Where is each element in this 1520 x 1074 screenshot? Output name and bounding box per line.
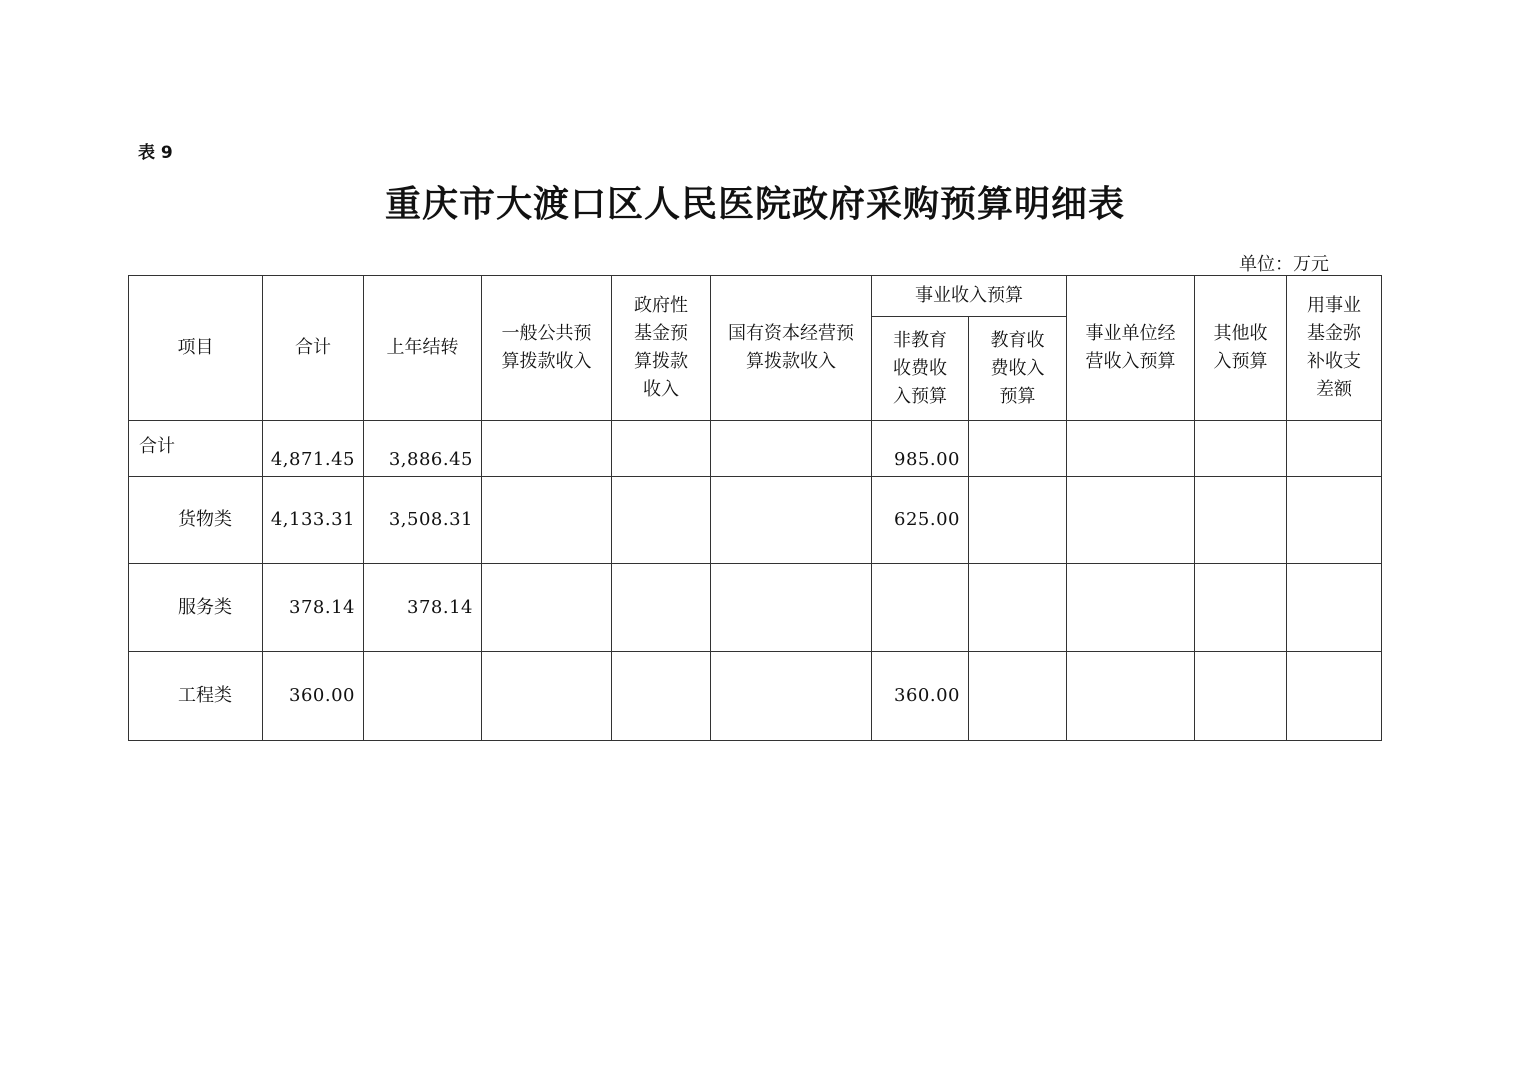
cell-general-public: [482, 652, 612, 741]
header-fund-compensation: 用事业 基金弥 补收支 差额: [1287, 276, 1382, 421]
cell-other-income: [1195, 652, 1287, 741]
table-number: 表 9: [138, 143, 173, 163]
cell-non-education: [872, 564, 969, 652]
procurement-budget-table: [128, 275, 1382, 741]
cell-fund-compensation: [1287, 564, 1382, 652]
header-education: 教育收 费收入 预算: [969, 317, 1067, 421]
page-title: 重庆市大渡口区人民医院政府采购预算明细表: [384, 184, 1125, 225]
cell-business-operation: [1067, 421, 1195, 477]
cell-gov-fund: [612, 564, 711, 652]
row-item-label: 货物类: [129, 477, 263, 564]
cell-fund-compensation: [1287, 652, 1382, 741]
row-item-label: 合计: [129, 421, 263, 477]
header-total: 合计: [263, 276, 364, 421]
cell-education: [969, 652, 1067, 741]
header-non-education: 非教育 收费收 入预算: [872, 317, 969, 421]
cell-carryover: 378.14: [364, 564, 482, 652]
header-carryover: 上年结转: [364, 276, 482, 421]
cell-carryover: 3,886.45: [364, 421, 482, 477]
header-state-capital: 国有资本经营预 算拨款收入: [711, 276, 872, 421]
cell-state-capital: [711, 477, 872, 564]
cell-business-operation: [1067, 477, 1195, 564]
header-other-income: 其他收 入预算: [1195, 276, 1287, 421]
unit-label: 单位：万元: [1239, 254, 1329, 275]
cell-total: 378.14: [263, 564, 364, 652]
cell-non-education: 985.00: [872, 421, 969, 477]
cell-general-public: [482, 564, 612, 652]
cell-non-education: 625.00: [872, 477, 969, 564]
cell-business-operation: [1067, 652, 1195, 741]
table-row-total: [129, 421, 1382, 477]
cell-gov-fund: [612, 477, 711, 564]
cell-gov-fund: [612, 421, 711, 477]
cell-carryover: [364, 652, 482, 741]
header-item: 项目: [129, 276, 263, 421]
cell-education: [969, 421, 1067, 477]
header-gov-fund: 政府性 基金预 算拨款 收入: [612, 276, 711, 421]
row-item-label: 服务类: [129, 564, 263, 652]
header-row-1: [129, 276, 1382, 317]
cell-general-public: [482, 477, 612, 564]
cell-carryover: 3,508.31: [364, 477, 482, 564]
header-general-public: 一般公共预 算拨款收入: [482, 276, 612, 421]
row-item-label: 工程类: [129, 652, 263, 741]
cell-gov-fund: [612, 652, 711, 741]
cell-state-capital: [711, 652, 872, 741]
cell-education: [969, 477, 1067, 564]
cell-total: 360.00: [263, 652, 364, 741]
cell-other-income: [1195, 477, 1287, 564]
table-row-goods: [129, 477, 1382, 564]
cell-other-income: [1195, 421, 1287, 477]
cell-state-capital: [711, 564, 872, 652]
cell-non-education: 360.00: [872, 652, 969, 741]
table-row-engineering: [129, 652, 1382, 741]
header-business-operation: 事业单位经 营收入预算: [1067, 276, 1195, 421]
cell-education: [969, 564, 1067, 652]
header-business-income-group: 事业收入预算: [872, 276, 1067, 317]
cell-other-income: [1195, 564, 1287, 652]
cell-state-capital: [711, 421, 872, 477]
cell-fund-compensation: [1287, 477, 1382, 564]
cell-general-public: [482, 421, 612, 477]
cell-total: 4,133.31: [263, 477, 364, 564]
table-row-services: [129, 564, 1382, 652]
cell-fund-compensation: [1287, 421, 1382, 477]
cell-business-operation: [1067, 564, 1195, 652]
cell-total: 4,871.45: [263, 421, 364, 477]
